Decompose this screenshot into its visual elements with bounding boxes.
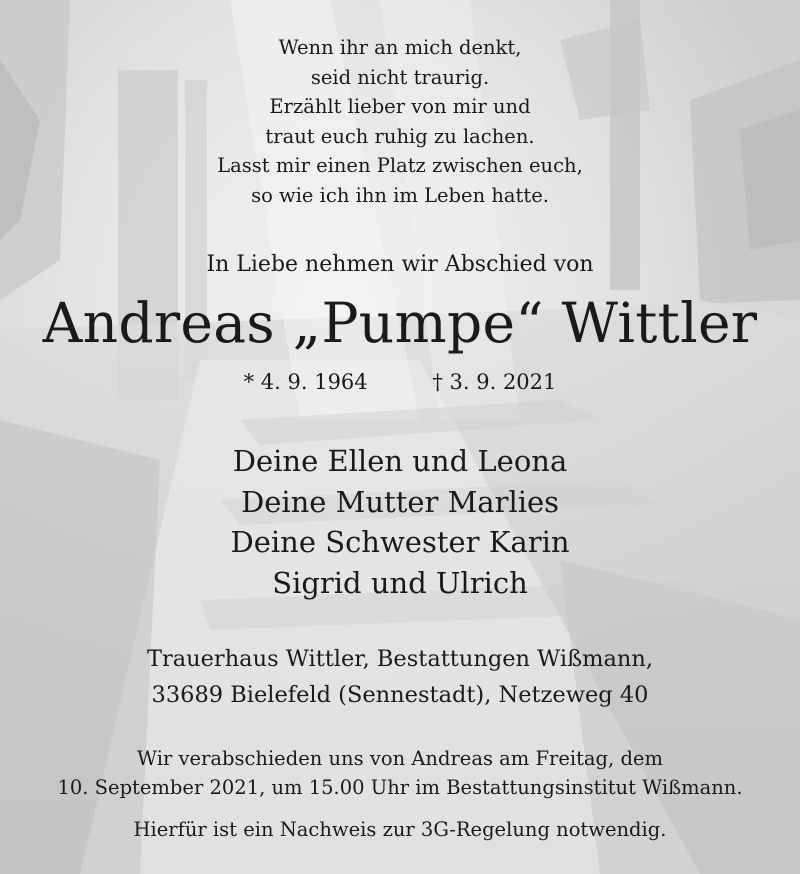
- mourner: Deine Mutter Marlies: [240, 484, 560, 519]
- poem: [0, 33, 800, 210]
- death-date: † 3. 9. 2021: [432, 370, 557, 394]
- service-line: 10. September 2021, um 15.00 Uhr im Bestattungsinstitut Wißmann.: [57, 775, 743, 799]
- mourner: Sigrid und Ulrich: [272, 565, 528, 600]
- poem-line: Lasst mir einen Platz zwischen euch,: [217, 154, 583, 177]
- service-line: Wir verabschieden uns von Andreas am Freitag, dem: [137, 747, 663, 770]
- birth-date: * 4. 9. 1964: [243, 370, 368, 394]
- life-dates: [0, 367, 800, 397]
- poem-line: traut euch ruhig zu lachen.: [265, 124, 535, 148]
- address-line: Trauerhaus Wittler, Bestattungen Wißmann,: [146, 646, 654, 672]
- funeral-service-info: [0, 745, 800, 802]
- mourning-house-address: [0, 641, 800, 713]
- poem-line: Wenn ihr an mich denkt,: [278, 36, 522, 59]
- 3g-rule-note: Hierfür ist ein Nachweis zur 3G-Regelung notwendig.: [133, 818, 667, 841]
- farewell-intro: In Liebe nehmen wir Abschied von: [206, 252, 594, 277]
- poem-line: seid nicht traurig.: [310, 65, 490, 89]
- mourner: Deine Ellen und Leona: [232, 444, 568, 478]
- deceased-name: Andreas „Pumpe“ Wittler: [42, 291, 758, 355]
- address-line: 33689 Bielefeld (Sennestadt), Netzeweg 40: [151, 682, 649, 708]
- poem-line: so wie ich ihn im Leben hatte.: [251, 183, 549, 207]
- poem-line: Erzählt lieber von mir und: [269, 95, 531, 118]
- mourner: Deine Schwester Karin: [230, 525, 570, 559]
- mourners-list: [0, 441, 800, 603]
